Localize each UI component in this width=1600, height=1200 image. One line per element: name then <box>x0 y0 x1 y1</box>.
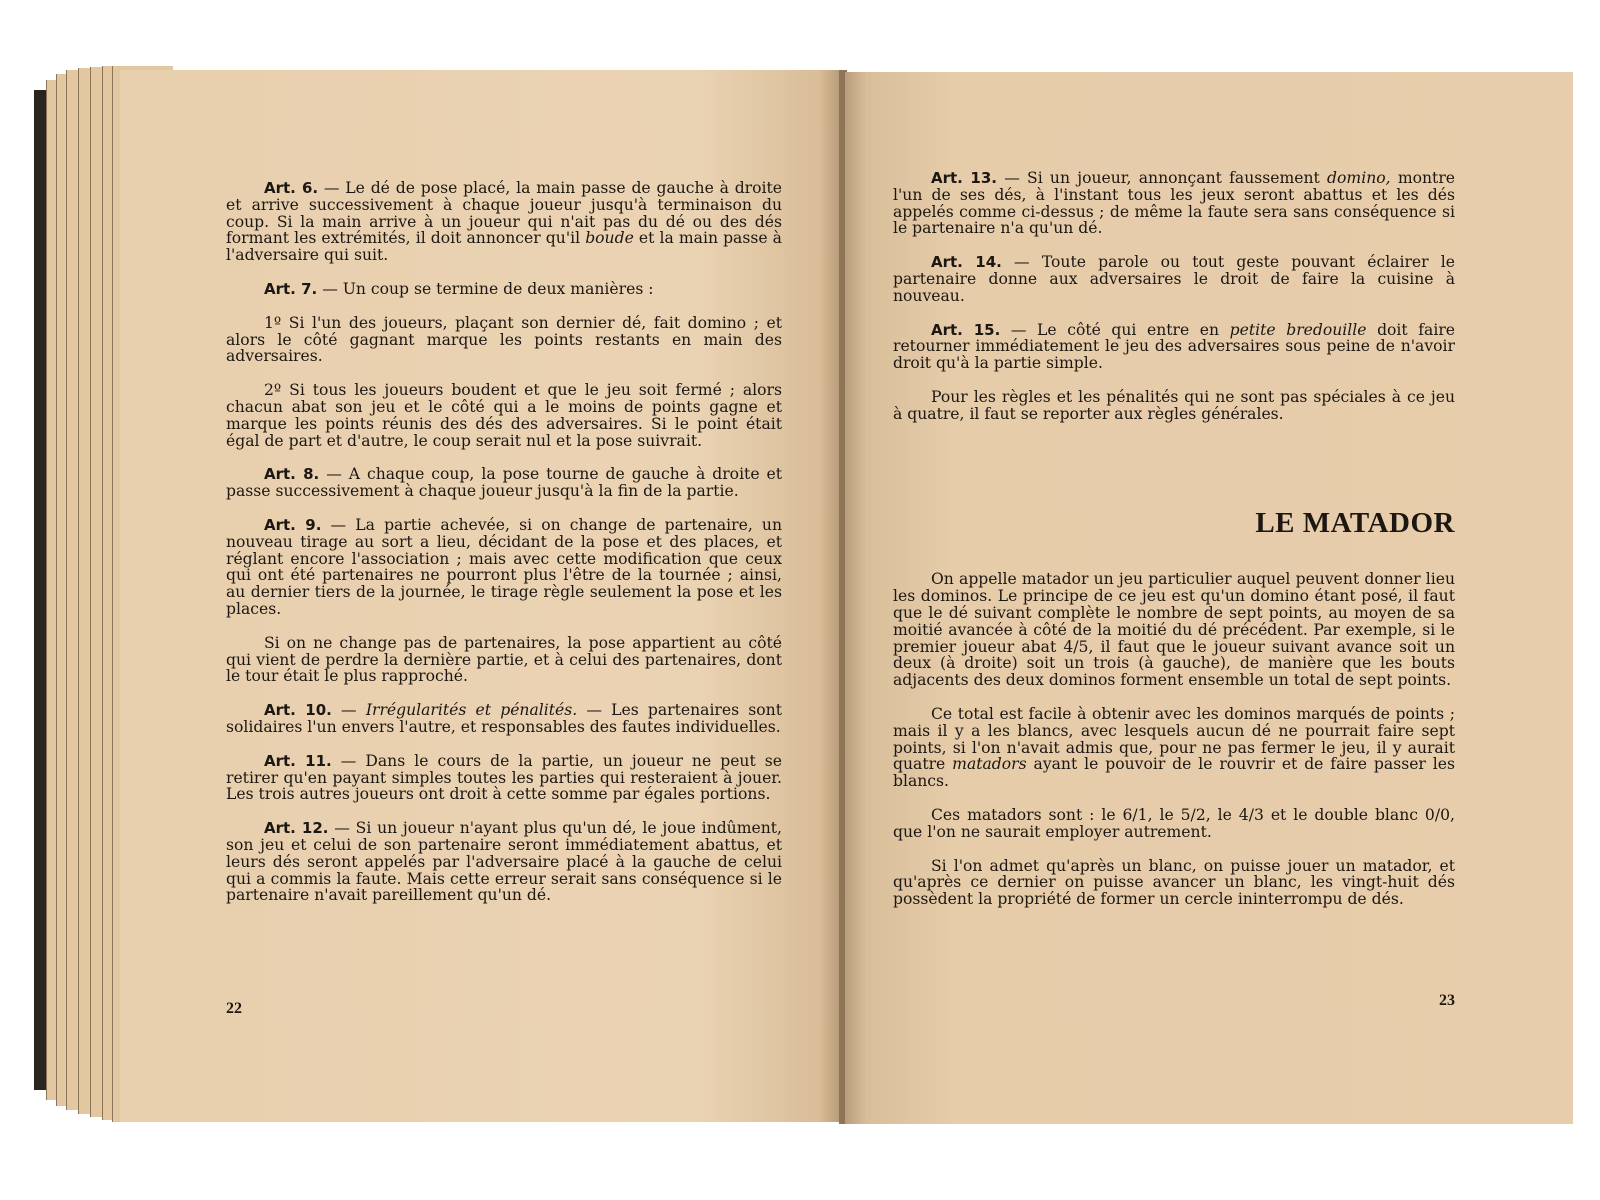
article-label: Art. 7. <box>264 279 318 298</box>
paragraph-text: — A chaque coup, la pose tourne de gauche à droite et passe successivement à chaque joueur jusqu'à la fin de la partie. <box>226 465 783 501</box>
paragraph-text: Ces matadors sont : le 6/1, le 5/2, le 4/3 et le double blanc 0/0, que l'on ne saurait employer autrement. <box>893 805 1455 841</box>
paragraph-text: — Le côté qui entre en <box>1000 320 1230 339</box>
paragraph <box>226 315 782 365</box>
italic-term: petite bredouille <box>1229 320 1367 339</box>
paragraph-text: Pour les règles et les pénalités qui ne sont pas spéciales à ce jeu à quatre, il faut se reporter aux règles générales. <box>893 387 1455 423</box>
paragraph-text: 2º Si tous les joueurs boudent et que le jeu soit fermé ; alors chacun abat son jeu et le côté qui a le moins de points gagne et marque les points réunis des dés des adversaires. Si le point était égal de part et d'autre, le coup serait nul et la pose suivrait. <box>226 381 782 450</box>
paragraph <box>226 180 782 264</box>
right-page-text <box>893 170 1455 925</box>
paragraph-text: Si on ne change pas de partenaires, la pose appartient au côté qui vient de perdre la dernière partie, et à celui des partenaires, dont le tour était le plus rapproché. <box>226 633 782 686</box>
paragraph-text: — Un coup se termine de deux manières : <box>317 279 654 298</box>
page-number-right: 23 <box>1439 992 1455 1009</box>
right-page <box>845 72 1573 1124</box>
paragraph-text: — Le dé de pose placé, la main passe de gauche à droite et arrive successivement à chaque joueur jusqu'à terminaison du coup. Si la main arrive à un joueur qui n'ait pas du dé ou des dés formant les extrémités, il doit annoncer qu'il <box>226 179 783 248</box>
paragraph-text: 1º Si l'un des joueurs, plaçant son dernier dé, fait domino ; et alors le côté gagnant marque les points restants en main des adversaires. <box>226 313 782 366</box>
paragraph-text: — Si un joueur, annonçant faussement <box>996 169 1328 187</box>
article-label: Art. 10. <box>264 701 332 720</box>
paragraph-text-tail: montre l'un de ses dés, à l'instant tous les jeux seront abattus et les dés appelés comme ci-dessus ; de même la faute sera sans conséquence si le partenaire n'a qu'un dé. <box>893 169 1456 238</box>
italic-term: Irrégularités et pénalités. <box>365 701 578 720</box>
paragraph-text: Si l'on admet qu'après un blanc, on puisse jouer un matador, et qu'après ce dernier on puisse avancer un blanc, les vingt-huit dés possèdent la propriété de former un cercle ininterrompu de dés. <box>893 856 1455 909</box>
article-label: Art. 14. <box>931 253 1002 272</box>
paragraph-text: — Toute parole ou tout geste pouvant éclairer le partenaire donne aux adversaires le droit de faire la cuisine à nouveau. <box>893 253 1455 305</box>
left-page <box>120 70 841 1122</box>
paragraph-text: — Dans le cours de la partie, un joueur ne peut se retirer qu'en payant simples toutes les parties qui resteraient à jouer. Les trois autres joueurs ont droit à cette somme par égales portions. <box>226 751 782 804</box>
matador-body <box>893 571 1455 908</box>
article-label: Art. 15. <box>931 320 1001 339</box>
right-articles <box>893 170 1455 423</box>
paragraph-text: — La partie achevée, si on change de partenaire, un nouveau tirage au sort a lieu, décidant de la pose et des places, et réglant encore l'association ; mais avec cette modification que ceux qui ont été partenaires ne pourront plus l'être de la tournée ; ainsi, au dernier tiers de la journée, le tirage règle seulement la pose et les places. <box>226 515 783 618</box>
italic-term: boude <box>585 229 634 248</box>
paragraph-text-tail: ayant le pouvoir de le rouvrir et de faire passer les blancs. <box>893 755 1455 791</box>
article-label: Art. 9. <box>264 515 322 534</box>
article-label: Art. 8. <box>264 465 320 484</box>
italic-term: domino, <box>1327 169 1391 187</box>
paragraph <box>893 389 1455 423</box>
paragraph <box>893 322 1455 372</box>
paragraph-text: On appelle matador un jeu particulier auquel peuvent donner lieu les dominos. Le principe de ce jeu est qu'un domino étant posé, il faut que le dé suivant complète le nombre de sept points, au moyen de sa moitié avancée à côté de la moitié du dé précédent. Par exemple, si le premier joueur abat 4/5, il faut que le joueur suivant avance soit un deux (à droite) soit un trois (à gauche), de manière que les bouts adjacents des deux dominos forment ensemble un total de sept points. <box>893 570 1455 690</box>
paragraph <box>226 635 782 685</box>
paragraph <box>226 702 782 736</box>
paragraph <box>226 281 782 298</box>
article-label: Art. 12. <box>264 819 329 838</box>
paragraph-text-tail: — Les partenaires sont solidaires l'un envers l'autre, et responsables des fautes individuelles. <box>226 701 782 736</box>
paragraph-text: — Si un joueur n'ayant plus qu'un dé, le joue indûment, son jeu et celui de son partenaire seront immédiatement abattus, et leurs dés seront appelés par l'adversaire placé à la gauche de celui qui a commis la faute. Mais cette erreur serait sans conséquence si le partenaire n'avait pareillement qu'un dé. <box>226 819 783 905</box>
paragraph <box>226 466 782 500</box>
paragraph-text: Ce total est facile à obtenir avec les dominos marqués de points ; mais il y a les blancs, avec lesquels aucun dé ne pourrait faire sept points, si l'on n'avait admis que, pour ne pas fermer le jeu, il y aurait quatre <box>893 704 1455 774</box>
paragraph <box>893 858 1455 908</box>
page-number-left: 22 <box>226 1000 242 1017</box>
paragraph-text: — <box>331 701 366 720</box>
article-label: Art. 13. <box>931 169 997 187</box>
italic-term: matadors <box>952 755 1027 774</box>
paragraph <box>893 706 1455 790</box>
paragraph-text-tail: doit faire retourner immédiatement le jeu des adversaires sous peine de n'avoir droit qu'à la partie simple. <box>893 320 1456 373</box>
section-heading: LE MATADOR <box>1255 506 1455 539</box>
paragraph <box>893 170 1455 237</box>
paragraph-text-tail: et la main passe à l'adversaire qui suit. <box>226 229 782 265</box>
paragraph <box>226 382 782 449</box>
paragraph <box>893 254 1455 304</box>
left-page-text <box>226 180 782 921</box>
paragraph <box>893 571 1455 689</box>
article-label: Art. 11. <box>264 751 332 770</box>
paragraph <box>893 807 1455 841</box>
paragraph <box>226 820 782 904</box>
paragraph <box>226 517 782 618</box>
article-label: Art. 6. <box>264 179 319 197</box>
paragraph <box>226 753 782 803</box>
